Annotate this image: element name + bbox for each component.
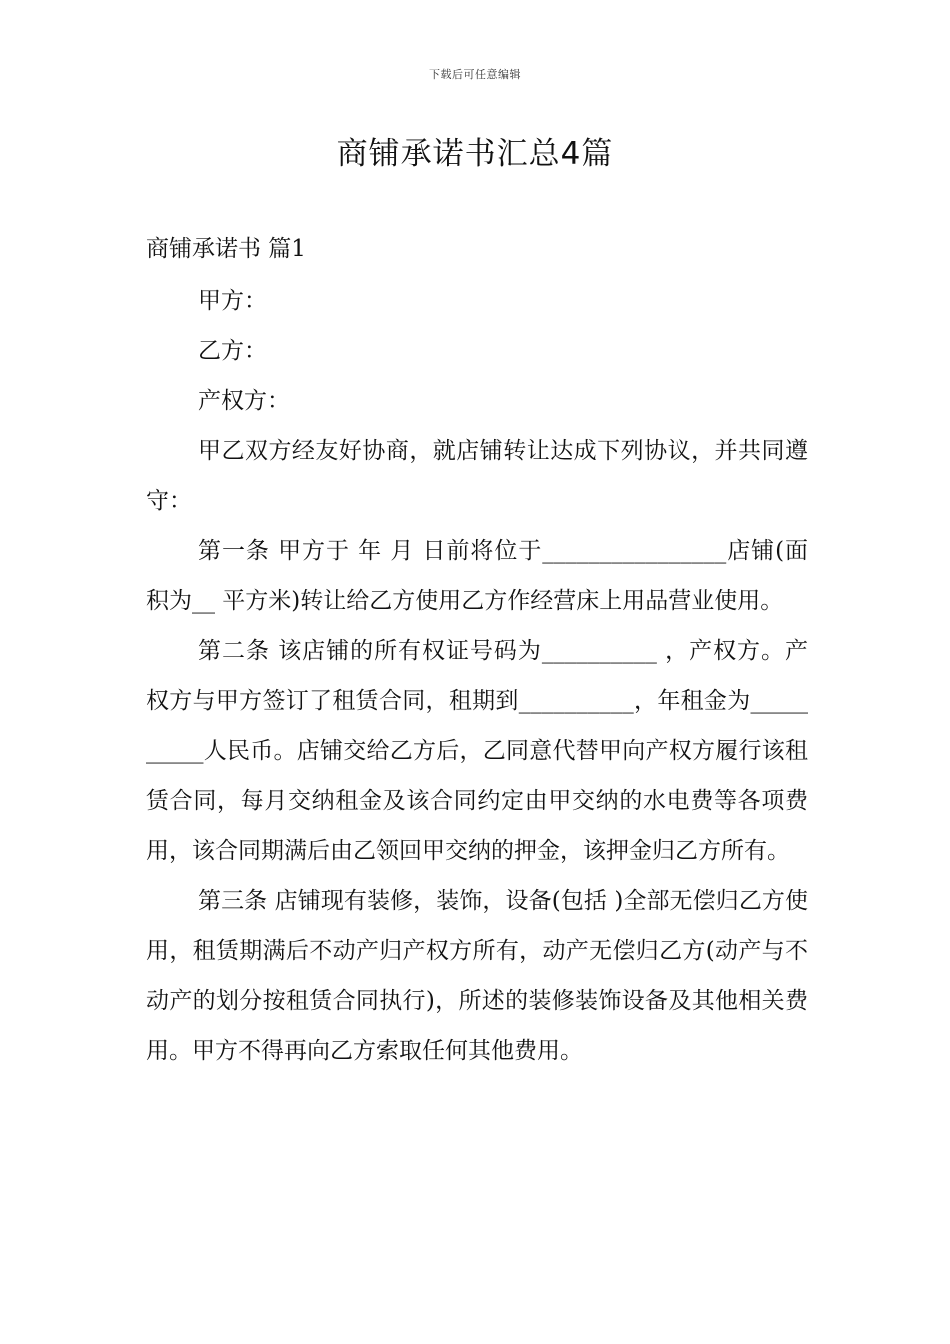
document-body (146, 222, 808, 1076)
document-title: 商铺承诺书汇总4篇 (336, 136, 614, 172)
property-owner-field: 产权方： (198, 388, 290, 414)
section-heading: 商铺承诺书 篇1 (146, 236, 306, 262)
article-1-paragraph: 第一条 甲方于 年 月 日前将位于________________店铺(面积为__ 平方米)转让给乙方使用乙方作经营床上用品营业使用。 (146, 538, 808, 614)
intro-paragraph: 甲乙双方经友好协商，就店铺转让达成下列协议，并共同遵守： (146, 438, 808, 514)
article-3-paragraph: 第三条 店铺现有装修，装饰，设备(包括 )全部无偿归乙方使用，租赁期满后不动产归产权方所有，动产无偿归乙方(动产与不动产的划分按租赁合同执行)，所述的装修装饰设备及其他相关费用。甲方不得再向乙方索取任何其他费用。 (146, 888, 808, 1064)
article-2-paragraph: 第二条 该店铺的所有权证号码为__________ ，产权方。产权方与甲方签订了租赁合同，租期到__________，年租金为__________人民币。店铺交给乙方后，乙同意代替甲向产权方履行该租赁合同，每月交纳租金及该合同约定由甲交纳的水电费等各项费用，该合同期满后由乙领回甲交纳的押金，该押金归乙方所有。 (146, 638, 808, 864)
header-note: 下载后可任意编辑 (429, 68, 521, 81)
party-b-field: 乙方： (198, 338, 267, 364)
party-a-field: 甲方： (198, 288, 267, 314)
